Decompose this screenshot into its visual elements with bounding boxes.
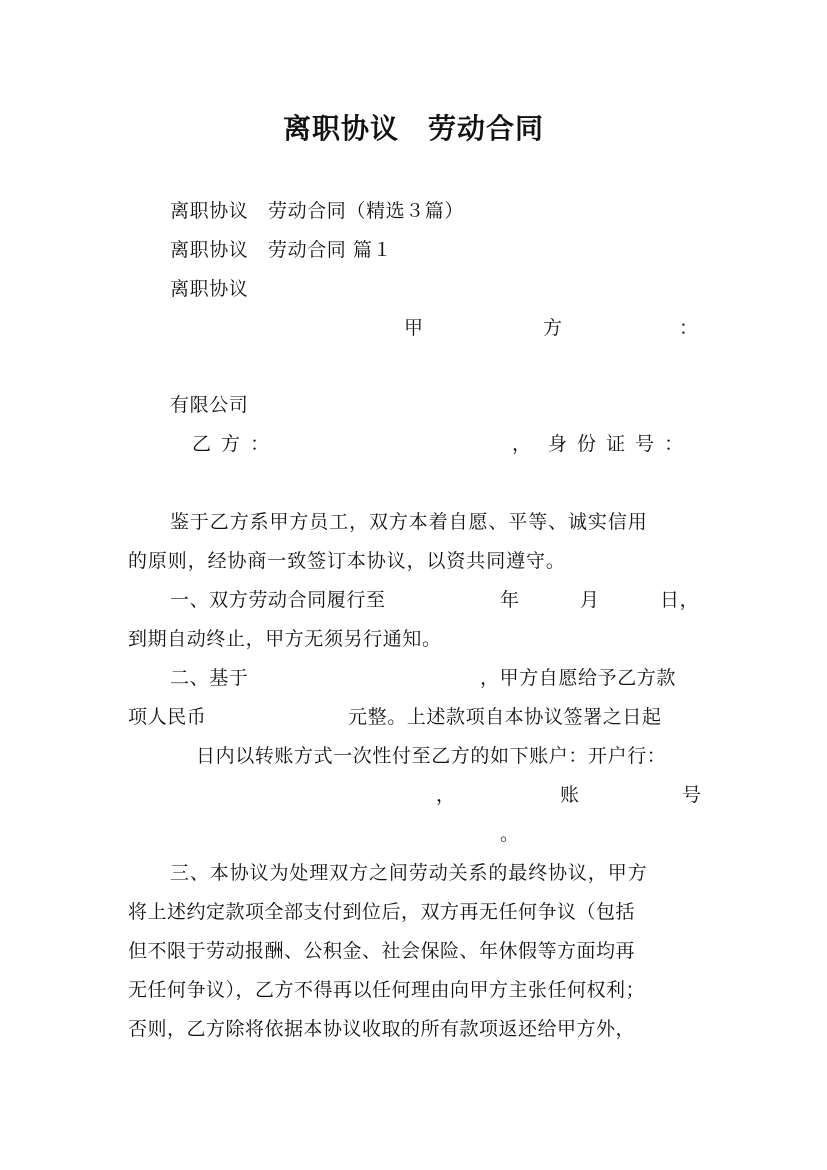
clause-3-line-3: 但不限于劳动报酬、公积金、社会保险、年休假等方面均再	[128, 940, 636, 962]
clause-2-tail: ，甲方自愿给予乙方款	[480, 667, 677, 689]
clause-2-account-char-2: 号	[682, 784, 702, 806]
party-b-comma: ，	[512, 433, 532, 455]
clause-1-lead: 一、双方劳动合同履行至	[170, 589, 386, 611]
party-b-id-label: 身 份 证 号 ：	[548, 433, 686, 455]
company-line: 有限公司	[170, 394, 249, 416]
clause-3-line-5: 否则，乙方除将依据本协议收取的所有款项返还给甲方外，	[128, 1018, 636, 1040]
clause-3-line-4: 无任何争议），乙方不得再以任何理由向甲方主张任何权利；	[128, 979, 646, 1001]
clause-2-rmb-tail: 元整。上述款项自本协议签署之日起	[348, 706, 662, 728]
paragraph-1-line-2: 的原则，经协商一致签订本协议，以资共同遵守。	[128, 550, 566, 572]
party-b-label: 乙 方 ：	[192, 433, 272, 455]
clause-1-day: 日，	[660, 589, 700, 611]
clause-2-lead: 二、基于	[170, 667, 249, 689]
paragraph-1-line-1: 鉴于乙方系甲方员工，双方本着自愿、平等、诚实信用	[170, 511, 648, 533]
agreement-heading: 离职协议	[170, 278, 249, 300]
clause-3-line-1: 三、本协议为处理双方之间劳动关系的最终协议，甲方	[170, 862, 648, 884]
party-a-char-1: 甲	[404, 317, 424, 339]
clause-2-end: 。	[500, 823, 520, 845]
clause-2-rmb-lead: 项人民币	[128, 706, 207, 728]
party-a-char-2: 方	[543, 317, 563, 339]
clause-1-line-2: 到期自动终止，甲方无须另行通知。	[128, 628, 442, 650]
clause-2-transfer: 日内以转账方式一次性付至乙方的如下账户：开户行：	[196, 745, 667, 767]
clause-1-year: 年	[500, 589, 520, 611]
subtitle-line: 离职协议 劳动合同（精选３篇）	[170, 200, 465, 222]
clause-2-account-char-1: 账	[560, 784, 580, 806]
page-title: 离职协议 劳动合同	[282, 112, 544, 145]
clause-1-month: 月	[580, 589, 600, 611]
section-heading: 离职协议 劳动合同 篇１	[170, 239, 393, 261]
clause-2-comma: ，	[436, 784, 456, 806]
clause-3-line-2: 将上述约定款项全部支付到位后，双方再无任何争议（包括	[128, 901, 636, 923]
party-a-colon: ：	[679, 317, 699, 339]
